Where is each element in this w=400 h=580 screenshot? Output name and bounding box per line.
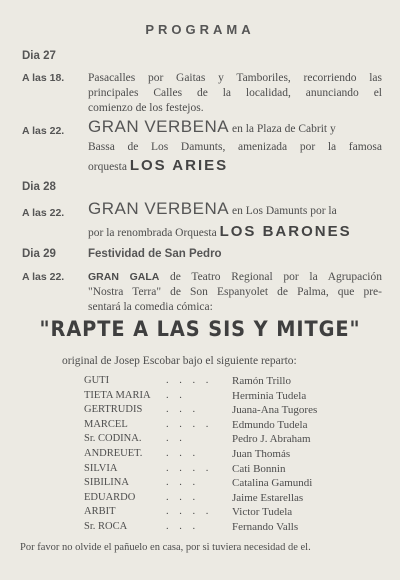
- cast-row: [84, 419, 384, 433]
- event-line: Bassa de Los Damunts, amenizada por la famosa: [88, 141, 382, 153]
- cast-dots: . .: [166, 433, 186, 445]
- cast-dots: . . .: [166, 448, 200, 459]
- festivity-title: Festividad de San Pedro: [88, 248, 222, 260]
- day-label: Dia 28: [22, 181, 56, 193]
- cast-dots: . . .: [166, 521, 200, 532]
- cast-role: Sr. CODINA.: [84, 433, 142, 445]
- cast-role: SILVIA: [84, 462, 118, 474]
- footer-note: Por favor no olvide el pañuelo en casa, por si tuviera necesidad de el.: [20, 542, 311, 553]
- cast-role: TIETA MARIA: [84, 389, 151, 401]
- orchestra-name: LOS ARIES: [129, 157, 229, 174]
- cast-dots: . . .: [166, 477, 200, 489]
- cast-role: SIBILINA: [84, 477, 129, 489]
- event-time: A las 22.: [22, 125, 65, 137]
- program-heading: PROGRAMA: [145, 22, 255, 37]
- event-line: GRAN VERBENA en la Plaza de Cabrit y: [88, 117, 336, 136]
- cast-row: [84, 477, 384, 491]
- cast-actor: Edmundo Tudela: [232, 418, 308, 431]
- play-title: "RAPTE A LAS SIS Y MITGE": [39, 317, 361, 341]
- cast-actor: Catalina Gamundi: [232, 477, 313, 490]
- cast-dots: . . . .: [166, 418, 213, 430]
- cast-role: EDUARDO: [84, 491, 136, 503]
- cast-row: [84, 506, 384, 520]
- event-time: A las 18.: [22, 72, 65, 84]
- cast-role: GUTI: [84, 375, 110, 386]
- event-time: A las 22.: [22, 207, 65, 219]
- event-line: comienzo de los festejos.: [88, 102, 204, 114]
- cast-dots: . .: [166, 389, 186, 401]
- cast-role: ARBIT: [84, 506, 116, 518]
- event-line: por la renombrada Orquesta LOS BARONES: [88, 223, 352, 240]
- event-line: Pasacalles por Gaitas y Tamboriles, recorriendo las: [88, 72, 382, 84]
- cast-row: [84, 404, 384, 418]
- cast-role: ANDREUET.: [84, 448, 143, 459]
- event-line: GRAN VERBENA en Los Damunts por la: [88, 199, 337, 218]
- event-time: A las 22.: [22, 271, 65, 283]
- gran-gala-title: GRAN GALA: [88, 271, 160, 283]
- cast-row: [84, 375, 384, 389]
- cast-row: [84, 492, 384, 506]
- cast-actor: Pedro J. Abraham: [232, 433, 311, 446]
- cast-dots: . . .: [166, 404, 200, 416]
- cast-actor: Juan Thomás: [232, 448, 291, 460]
- cast-actor: Juana-Ana Tugores: [232, 404, 318, 417]
- day-label: Dia 27: [22, 50, 56, 62]
- event-line: GRAN GALA de Teatro Regional por la Agrupación: [88, 271, 382, 283]
- cast-actor: Herminia Tudela: [232, 389, 307, 402]
- cast-dots: . . . .: [166, 375, 213, 386]
- cast-dots: . . . .: [166, 462, 213, 474]
- gran-verbena-title: GRAN VERBENA: [88, 117, 230, 136]
- cast-actor: Cati Bonnin: [232, 462, 286, 475]
- day-label: Dia 29: [22, 248, 56, 260]
- cast-role: GERTRUDIS: [84, 404, 143, 416]
- cast-intro: original de Josep Escobar bajo el siguiente reparto:: [62, 355, 297, 367]
- event-line: "Nostra Terra" de Son Espanyolet de Palma, que pre-: [88, 286, 382, 298]
- cast-dots: . . .: [166, 491, 200, 503]
- orchestra-name: LOS BARONES: [219, 223, 352, 240]
- event-line: sentará la comedia cómica:: [88, 301, 213, 313]
- cast-actor: Jaime Estarellas: [232, 491, 304, 504]
- cast-row: [84, 448, 384, 462]
- cast-actor: Fernando Valls: [232, 521, 299, 533]
- cast-row: [84, 390, 384, 404]
- cast-dots: . . . .: [166, 506, 213, 518]
- cast-actor: Ramón Trillo: [232, 375, 291, 387]
- event-line: principales Calles de la localidad, anunciando el: [88, 87, 382, 99]
- event-line: orquesta LOS ARIES: [88, 157, 229, 174]
- cast-row: [84, 463, 384, 477]
- cast-role: Sr. ROCA: [84, 521, 128, 532]
- gran-verbena-title: GRAN VERBENA: [88, 199, 230, 218]
- cast-actor: Victor Tudela: [232, 506, 293, 519]
- cast-role: MARCEL: [84, 418, 128, 430]
- cast-row: [84, 433, 384, 447]
- cast-row: [84, 521, 384, 535]
